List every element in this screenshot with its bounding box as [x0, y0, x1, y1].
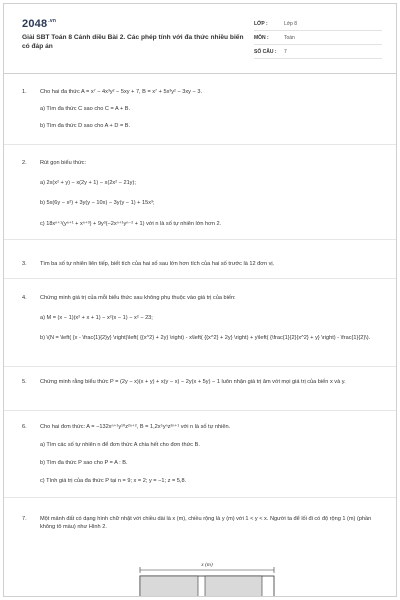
- question-number: 4.: [22, 295, 27, 301]
- question-part: b) Tìm đa thức D sao cho A + D = B.: [40, 123, 131, 129]
- question-part: c) Tính giá trị của đa thức P tại n = 9; x = 2; y = −1; z = 5,8.: [40, 478, 187, 484]
- meta-key: MÔN :: [254, 35, 269, 41]
- land-plot-figure: [132, 559, 282, 597]
- meta-key: SỐ CÂU :: [254, 49, 277, 55]
- question-stem: Cho hai đơn thức: A = −132xⁿ⁺¹y¹⁰z²ⁿ⁺², B = 1,2x⁵yⁿz²ⁿ⁺¹ với n là số tự nhiên.: [40, 424, 231, 430]
- question-number: 3.: [22, 261, 27, 267]
- question-number: 2.: [22, 160, 27, 166]
- question-stem: Tìm ba số tự nhiên liên tiếp, biết tích của hai số sau lớn hơn tích của hai số trước là 12 đơn vị.: [40, 261, 275, 267]
- question-number: 5.: [22, 379, 27, 385]
- page-header: [4, 4, 396, 62]
- meta-value: Lớp 8: [284, 21, 298, 27]
- question-divider: [4, 239, 396, 240]
- logo-text: 2048: [22, 18, 48, 30]
- question-stem: Chứng minh giá trị của mỗi biểu thức sau không phụ thuộc vào giá trị của biến:: [40, 295, 236, 301]
- site-logo[interactable]: [22, 18, 56, 30]
- question-stem: Chứng minh rằng biểu thức P = (2y − x)(x + y) + x(y − x) − 2y(x + 5y) − 1 luôn nhận giá trị âm với mọi giá trị của biến x và y.: [40, 379, 346, 385]
- document-page: [3, 3, 397, 597]
- question-divider: [4, 144, 396, 145]
- question-stem: Một mảnh đất có dạng hình chữ nhật với chiều dài là x (m), chiều rộng là y (m) với 1 < y < x. Người ta để lối đi có độ rộng 1 (m) (phần không tô màu) như Hình 2.: [40, 516, 372, 530]
- question-divider: [4, 366, 396, 367]
- question-part: b) 5x(6y − x²) + 3y(y − 10x) − 3y(y − 1) + 15x³;: [40, 200, 155, 206]
- meta-row-subject: [254, 32, 382, 45]
- question-divider: [4, 278, 396, 279]
- question-part: a) 2x(x² + y) − x(2y + 1) − x(2x² − 21y);: [40, 180, 136, 186]
- question-divider: [4, 410, 396, 411]
- question-stem: Rút gọn biểu thức:: [40, 160, 87, 166]
- question-number: 6.: [22, 424, 27, 430]
- question-part: b) \(N = \left( {x - \frac{1}{2}y} \right)\left( {{x^2} + 2y} \right) - x\left( {{x^2} + 2y} \right) + y\left( {\frac{1}{2}{x^2} + y} \right) - \frac{1}{2}\).: [40, 335, 371, 341]
- question-part: a) Tìm các số tự nhiên n để đơn thức A chia hết cho đơn thức B.: [40, 442, 200, 448]
- question-stem: Cho hai đa thức A = x⁷ − 4x³y² − 5xy + 7, B = x⁷ + 5x³y² − 3xy − 3.: [40, 89, 203, 95]
- question-part: c) 18xⁿ⁺¹(yⁿ⁺¹ + xⁿ⁺³) + 9y³(−2xⁿ⁺¹yⁿ⁻² + 1) với n là số tự nhiên lớn hơn 2.: [40, 221, 222, 227]
- meta-value: Toán: [284, 35, 295, 41]
- planted-area-left: [140, 576, 198, 597]
- question-part: a) Tìm đa thức C sao cho C = A + B.: [40, 106, 131, 112]
- question-part: b) Tìm đa thức P sao cho P = A : B.: [40, 460, 128, 466]
- meta-key: LỚP :: [254, 21, 268, 27]
- figure-label-x: x (m): [201, 562, 213, 568]
- question-divider: [4, 497, 396, 498]
- logo-suffix: .vn: [48, 18, 57, 24]
- meta-row-count: [254, 46, 382, 59]
- question-number: 7.: [22, 516, 27, 522]
- document-title: Giải SBT Toán 8 Cánh diều Bài 2. Các phép tính với đa thức nhiều biến có đáp án: [22, 34, 244, 50]
- header-divider: [4, 73, 396, 74]
- question-number: 1.: [22, 89, 27, 95]
- question-part: a) M = (x − 1)(x² + x + 1) − x²(x − 1) − x² − 23;: [40, 315, 153, 321]
- planted-area-right: [205, 576, 262, 597]
- meta-value: 7: [284, 49, 287, 55]
- meta-row-class: [254, 18, 382, 31]
